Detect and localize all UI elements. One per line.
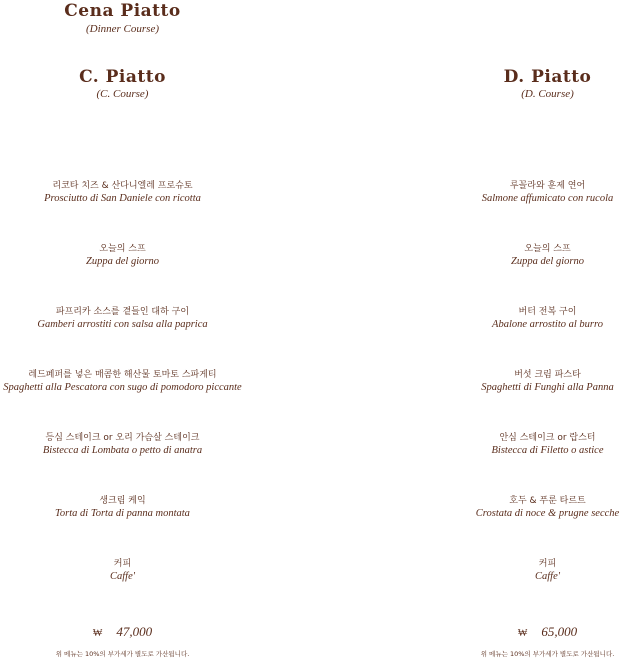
dish-name-italian: Bistecca di Lombata o petto di anatra <box>42 445 203 456</box>
dish-item <box>435 558 640 583</box>
dish-name-italian: Gamberi arrostiti con salsa alla paprica <box>37 319 208 330</box>
vat-note: 위 메뉴는 10%의 부가세가 별도로 가산됩니다. <box>55 650 190 658</box>
dish-name-italian: Bistecca di Filetto o astice <box>491 445 604 456</box>
course-subtitle: (C. Course) <box>96 88 149 100</box>
dish-name-korean: 파프리카 소스를 곁들인 대하 구이 <box>55 307 190 317</box>
currency-symbol: ₩ <box>92 628 103 639</box>
course-price <box>455 624 640 640</box>
dish-name-italian: Salmone affumicato con rucola <box>481 193 614 204</box>
price-value: 65,000 <box>541 624 578 639</box>
dish-item <box>435 243 640 268</box>
dish-item <box>0 432 265 457</box>
dish-name-italian: Prosciutto di San Daniele con ricotta <box>44 193 201 204</box>
dish-item <box>0 180 265 205</box>
dish-item <box>435 180 640 205</box>
dish-item <box>435 495 640 520</box>
dish-name-korean: 오늘의 스프 <box>524 244 571 254</box>
menu-subtitle: (Dinner Course) <box>85 23 160 35</box>
menu-title: Cena Piatto <box>64 1 181 21</box>
dish-item <box>0 495 265 520</box>
dish-name-korean: 커피 <box>538 559 557 569</box>
dish-item <box>0 369 265 394</box>
dish-name-italian: Zuppa del giorno <box>511 256 584 267</box>
dish-item <box>0 243 265 268</box>
course-c-column <box>0 66 245 658</box>
dish-name-korean: 버터 전복 구이 <box>518 307 577 317</box>
course-price <box>0 624 245 640</box>
course-title: C. Piatto <box>79 67 166 87</box>
dish-name-korean: 오늘의 스프 <box>99 244 146 254</box>
dish-name-korean: 리코타 치즈 & 산다니엘레 프로슈토 <box>52 181 193 191</box>
course-subtitle: (D. Course) <box>521 88 574 100</box>
vat-note: 위 메뉴는 10%의 부가세가 별도로 가산됩니다. <box>480 650 615 658</box>
dish-name-korean: 버섯 크림 파스타 <box>514 370 581 380</box>
menu-header <box>0 0 245 36</box>
dish-name-korean: 루꼴라와 훈제 연어 <box>509 181 586 191</box>
dish-name-korean: 안심 스테이크 or 랍스터 <box>499 433 596 443</box>
dish-name-italian: Caffe' <box>535 571 560 582</box>
dish-name-italian: Spaghetti di Funghi alla Panna <box>481 382 614 393</box>
dish-name-korean: 등심 스테이크 or 오리 가슴살 스테이크 <box>45 433 200 443</box>
dish-name-italian: Crostata di noce & prugne secche <box>475 508 620 519</box>
dish-name-korean: 커피 <box>113 559 132 569</box>
dish-item <box>0 558 265 583</box>
course-d-column <box>455 66 640 658</box>
dish-item <box>435 369 640 394</box>
dish-item <box>0 306 265 331</box>
price-value: 47,000 <box>116 624 153 639</box>
dish-name-korean: 생크림 케익 <box>99 496 146 506</box>
dish-item <box>435 306 640 331</box>
dish-name-italian: Torta di Torta di panna montata <box>55 508 190 519</box>
dish-name-korean: 호두 & 푸룬 타르트 <box>509 496 586 506</box>
dish-name-italian: Zuppa del giorno <box>86 256 159 267</box>
currency-symbol: ₩ <box>517 628 528 639</box>
dish-name-italian: Abalone arrostito al burro <box>492 319 603 330</box>
course-title: D. Piatto <box>503 67 592 87</box>
dish-name-italian: Caffe' <box>110 571 135 582</box>
dish-item <box>435 432 640 457</box>
dish-name-italian: Spaghetti alla Pescatora con sugo di pomodoro piccante <box>3 382 242 393</box>
dish-name-korean: 레드페퍼를 넣은 매콤한 해산물 토마토 스파게티 <box>28 370 217 380</box>
